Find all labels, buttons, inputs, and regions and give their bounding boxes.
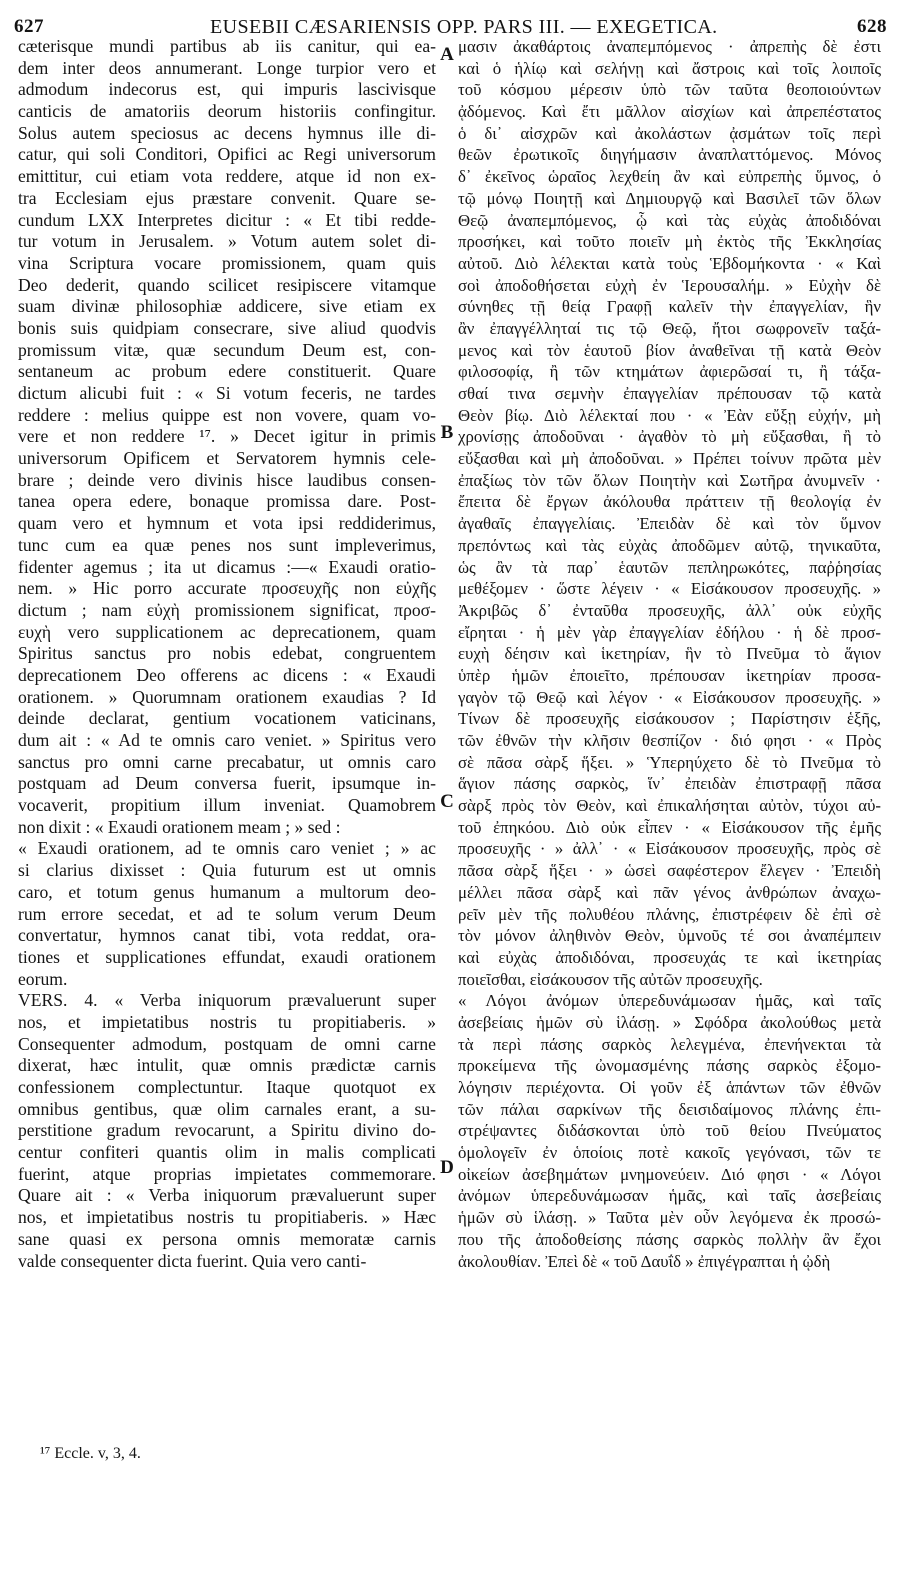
greek-text-line: Θεῷ ἀναπεμπόμενος, ᾧ καὶ τὰς εὐχὰς ἀποδιδόναι [458, 210, 881, 230]
latin-text-line: sane quasi ex persona omnis memoratæ carnis [18, 1228, 436, 1249]
greek-text-line: μέλλει πᾶσα σὰρξ καὶ πᾶν γένος ἀνθρώπων ἀναχω- [458, 882, 881, 902]
greek-text-line: οἰκείων ἀσεβημάτων μνημονεύειν. Διό φησι · « Λόγοι [458, 1164, 881, 1184]
greek-text-line: ἔπειτα δὲ ἔργων ἀκόλουθα πράττειν τῇ θεολογίᾳ ἐν [458, 492, 881, 512]
latin-text-line: brare ; deinde vero divinis hisce laudibus consen- [18, 469, 436, 490]
greek-text-line: λόγησιν περιέχοντα. Οἱ γοῦν ἐξ ἁπάντων τῶν ἐθνῶν [458, 1078, 881, 1097]
greek-text-line: ρεῖν μὲν τῆς πολυθέου πλάνης, ἐπιστρέφειν δὲ ἐπὶ σὲ [458, 904, 881, 924]
latin-text-line: centur confiteri quantis olim in malis complicati [18, 1142, 436, 1163]
latin-text-line: promissum vitæ, quæ secundum Deum est, con- [18, 339, 436, 360]
latin-text-line: dictum alicubi fuit : « Si votum feceris, ne tardes [18, 383, 436, 403]
footnote: ¹⁷ Eccle. v, 3, 4. [40, 1445, 141, 1462]
greek-text-line: θεῶν ἐρωτικοῖς διηγήμασιν ἀναπλαττόμενος. Μόνος [458, 145, 881, 165]
greek-text-line: τοῦ κόσμου μέρεσιν ὑπὸ τῶν ταῦτα θεοποιούντων [458, 80, 881, 100]
latin-text-line: nem. » Hic porro accurate προσευχῆς non εὐχῆς [18, 578, 436, 599]
latin-text-line: nos, et impietatibus nostris tu propitiaberis. » Hæc [18, 1207, 436, 1228]
latin-text-line: Deo dederit, quando scilicet resipiscere vitamque [18, 274, 436, 295]
greek-text-line: ᾀδόμενος. Καὶ ἔτι μᾶλλον αἰσχίων καὶ ἀπρεπέστατος [458, 102, 881, 122]
greek-text-line: ἀκολουθίαν. Ἐπεὶ δὲ « τοῦ Δαυΐδ » ἐπιγέγραπται ἡ ᾠδὴ [458, 1251, 831, 1271]
greek-text-line: ἅγιον πάσης σαρκὸς, ἵν᾽ ἐπειδὰν ἐπιστραφῇ πᾶσα [458, 774, 881, 794]
greek-text-line: ἡμῶν σὺ ἱλάσῃ. » Ταῦτα μὲν οὖν λεγόμενα ἐκ προσώ- [458, 1208, 881, 1228]
latin-text-line: sentaneum ac probum edere constituerit. Quare [18, 361, 436, 382]
latin-text-line: eorum. [18, 968, 68, 989]
greek-text-line: ὡς ἂν τὰ παρ᾽ ἑαυτῶν πεπληρωκότες, παῤῥησίας [458, 557, 881, 577]
latin-text-line: dum ait : « Ad te omnis caro veniet. » Spiritus vero [18, 730, 436, 750]
latin-text-line: Solus autem speciosus ac decens hymnus ille di- [18, 122, 436, 143]
greek-text-line: γαγὸν τῷ Θεῷ καὶ λέγον · « Εἰσάκουσον προσευχῆς. » [458, 687, 881, 707]
greek-text-line: τῶν ἐθνῶν τὴν κλῆσιν θεσπίζον · διό φησι · « Πρὸς [458, 731, 881, 750]
latin-text-line: non dixit : « Exaudi orationem meam ; » sed : [18, 816, 341, 837]
margin-letter-c: C [440, 791, 454, 812]
latin-text-line: cæterisque mundi partibus ab iis canitur, qui ea- [18, 36, 436, 56]
greek-text-line: « Λόγοι ἀνόμων ὑπερεδυνάμωσαν ἡμᾶς, καὶ ταῖς [458, 991, 881, 1011]
greek-text-line: στρέψαντες διδάσκονται ὑπὸ τοῦ θείου Πνεύματος [458, 1121, 881, 1141]
greek-text-line: Θεὸν βίῳ. Διὸ λέλεκταί που · « Ἐὰν εὔξῃ εὐχήν, μὴ [458, 405, 881, 425]
latin-text-line: postquam ad Deum conversa fuerit, ipsumque in- [18, 773, 436, 794]
latin-text-line: Spiritus sanctus pro nobis edebat, congruentem [18, 643, 436, 664]
greek-text-line: τὰ περὶ πάσης σαρκὸς λελεγμένα, ἐπενήνεκται τὰ [458, 1034, 881, 1054]
greek-column [458, 36, 881, 1272]
latin-text-line: canticis de amatoriis deorum historiis confingitur. [18, 101, 436, 122]
greek-text-line: προσήκει, καὶ τοῦτο ποιεῖν μὴ ἐκτὸς τῆς Ἐκκλησίας [458, 232, 881, 252]
margin-letter-b: B [440, 422, 454, 443]
latin-text-line: omnibus gentibus, quæ olim carnales erant, a su- [18, 1098, 436, 1119]
greek-text-line: μεθέξομεν · ὥστε λέγειν · « Εἰσάκουσον προσευχῆς. » [458, 579, 881, 599]
latin-text-line: fidenter agemus ; ita ut dicamus :—« Exaudi oratio- [18, 556, 436, 577]
latin-text-line: Quare ait : « Verba iniquorum prævaluerunt super [18, 1185, 436, 1206]
greek-text-line: καὶ εὐχὰς ἀποδιδόναι, προσευχάς τε καὶ ἱκετηρίας [458, 947, 881, 967]
latin-text-line: tiones et supplicationes effundat, exaudi orationem [18, 946, 436, 967]
latin-text-line: rum errore secedat, et ad te solum verum Deum [18, 903, 436, 924]
latin-text-line: admodum indecorus est, qui impuris lascivisque [18, 79, 436, 100]
greek-text-line: σοὶ ἀποδοθήσεται εὐχὴ ἐν Ἱερουσαλήμ. » Εὐχὴν δὲ [458, 275, 881, 295]
running-header [10, 4, 887, 38]
greek-text-line: σθαί τινα σεμνὴν ἐπαγγελίαν πρέπουσαν τῷ κατὰ [458, 384, 881, 403]
latin-text-line: orationem. » Quorumnam orationem exaudias ? Id [18, 686, 436, 707]
latin-text-line: tur votum in Jerusalem. » Votum autem solet di- [18, 231, 436, 252]
latin-text-line: confessionem complectuntur. Itaque quotquot ex [18, 1077, 436, 1097]
greek-text-line: προσευχῆς · » ἀλλ᾽ · « Εἰσάκουσον προσευχῆς, πρὸς σὲ [458, 839, 881, 859]
latin-text-line: tunc cum ea quæ penes nos sunt impleverimus, [18, 534, 436, 555]
greek-text-line: εὔξασθαι καὶ μὴ ἀποδοῦναι. » Πρέπει τοίνυν πρῶτα μὲν [458, 449, 881, 469]
latin-text-line: deinde declarat, gentium vocationem vaticinans, [18, 708, 436, 729]
greek-text-line: δ᾽ ἐκεῖνος ὡραῖος λεχθείη ἂν καὶ εὐπρεπὴς ὕμνος, ὁ [458, 167, 881, 187]
latin-text-line: vina Scriptura vocare promissionem, quam quis [18, 252, 436, 273]
latin-text-line: VERS. 4. « Verba iniquorum prævaluerunt super [18, 990, 436, 1011]
latin-text-line: quam vero et hymnum et vota ipsi reddiderimus, [18, 513, 436, 534]
greek-text-line: μασιν ἀκαθάρτοις ἀναπεμπόμενος · ἀπρεπὴς δὲ ἐστι [458, 37, 881, 56]
greek-text-line: τὸν μόνον ἀληθινὸν Θεὸν, ὑμνοῦς τέ σοι ἀναπέμπειν [458, 926, 881, 946]
greek-text-line: σὰρξ πρὸς τὸν Θεὸν, καὶ ἐπικαλήσηται αὐτὸν, τύχοι αὐ- [458, 796, 881, 816]
margin-letter-a: A [440, 44, 454, 65]
greek-text-line: σὲ πᾶσα σὰρξ ἥξει. » Ὑπερηύχετο δὲ τὸ Πνεῦμα τὸ [458, 752, 881, 772]
latin-text-line: « Exaudi orationem, ad te omnis caro veniet ; » ac [18, 838, 436, 859]
latin-text-line: reddere : melius quippe est non vovere, quam vo- [18, 404, 436, 425]
running-title: EUSEBII CÆSARIENSIS OPP. PARS III. — EXEGETICA. [210, 16, 718, 38]
latin-text-line: cundum LXX Interpretes dicitur : « Et tibi redde- [18, 209, 436, 230]
greek-text-line: ἀσεβείαις ἡμῶν σὺ ἱλάσῃ. » Σφόδρα ἀκολούθως μετὰ [458, 1012, 881, 1032]
latin-text-line: dixerat, hæc intulit, quæ omnis prædictæ carnis [18, 1055, 436, 1076]
latin-text-line: si clarius dixisset : Quia futurum est ut omnis [18, 860, 436, 881]
greek-text-line: ἀγαθαῖς ἐπαγγελίαις. Ἐπειδὰν δὲ καὶ τὸν ὕμνον [458, 514, 881, 534]
greek-text-line: ὁ δι᾽ αἰσχρῶν καὶ ἀκολάστων ᾀσμάτων τοῖς περὶ [458, 123, 881, 143]
greek-text-line: καὶ ὁ ἡλίῳ καὶ σελήνῃ καὶ ἄστροις καὶ τοῖς λοιποῖς [458, 58, 881, 78]
latin-text-line: caro, et totum genus humanum a multorum deo- [18, 881, 436, 902]
latin-text-line: emittitur, cui etiam vota reddere, atque id non ex- [18, 166, 436, 187]
latin-text-line: nos, et impietatibus nostris tu propitiaberis. » [18, 1011, 436, 1032]
greek-text-line: τῶν πάλαι σαρκίνων τῆς δεισιδαίμονος πλάνης ἐπι- [458, 1099, 881, 1119]
greek-text-line: ἐπαξίως τὸν τῶν ὅλων Ποιητὴν καὶ Σωτῆρα ἀνυμνεῖν · [458, 470, 881, 490]
latin-text-line: bonis suis quidpiam consecrare, sive aliud quodvis [18, 317, 436, 338]
greek-text-line: σύνηθες τῇ θείᾳ Γραφῇ καλεῖν τὴν ἐπαγγελίαν, ἣν [458, 297, 881, 317]
greek-text-line: Τίνων δὲ προσευχῆς εἰσάκουσον ; Παρίστησιν ἑξῆς, [458, 709, 881, 729]
latin-text-line: Consequenter admodum, postquam de omni carne [18, 1033, 436, 1054]
greek-text-line: ἂν ἐπαγγέλληταί τις τῷ Θεῷ, ἤτοι σωφρονεῖν ταξά- [458, 318, 881, 338]
latin-text-line: deprecationem Deo offerens ac dicens : « Exaudi [18, 664, 436, 685]
latin-text-line: vocaverit, propitium illum inveniat. Quamobrem [18, 795, 436, 816]
greek-text-line: ὁμολογεῖν ἐν ὁποίοις ποτὲ κακοῖς γεγόνασι, τῶν τε [458, 1143, 881, 1163]
latin-text-line: tra Ecclesiam ejus præstare convenit. Quare se- [18, 187, 436, 208]
greek-text-line: μενος καὶ τὸν ἑαυτοῦ βίον ἀναθεῖναι τῇ κατὰ Θεὸν [458, 340, 881, 360]
latin-text-line: convertatur, hymnos canat tibi, vota reddat, ora- [18, 925, 436, 946]
greek-text-line: πᾶσα σὰρξ ἥξει · » ὡσεὶ σαφέστερον ἔλεγεν · Ἐπειδὴ [458, 861, 881, 881]
greek-text-line: χρονίσῃς ἀποδοῦναι · ἀγαθὸν τὸ μὴ εὔξασθαι, ἢ τὸ [458, 427, 881, 447]
latin-text-line: valde consequenter dicta fuerint. Quia vero canti- [18, 1250, 367, 1271]
latin-text-line: catur, qui soli Conditori, Opifici ac Regi universorum [18, 144, 436, 165]
latin-text-line: perstitione gradum revocarunt, a Spiritu divino do- [18, 1120, 436, 1141]
greek-text-line: εἴρηται · ἡ μὲν γὰρ ἐπαγγελίαν ἐδήλου · ἡ δὲ προσ- [458, 622, 881, 642]
greek-text-line: φιλοσοφίᾳ, ἢ τῶν κτημάτων ἀφιερῶσαί τι, ἢ τάξα- [458, 362, 881, 382]
greek-text-line: προκείμενα τῆς ὠνομασμένης πάσης σαρκὸς ἐξομο- [458, 1056, 881, 1076]
margin-letter-d: D [440, 1157, 454, 1178]
page-number-left: 627 [14, 16, 44, 37]
greek-text-line: τοῦ ἐπηκόου. Διὸ οὐκ εἶπεν · « Εἰσάκουσον τῆς ἐμῆς [458, 817, 881, 837]
greek-text-line: αὐτοῦ. Διὸ λέλεκται κατὰ τοὺς Ἑβδομήκοντα · « Καὶ [458, 253, 881, 273]
greek-text-line: που τῆς ἀποδοθείσης πάσης σαρκὸς πολλὴν ἂν ἔχοι [458, 1229, 881, 1249]
latin-text-line: fuerint, atque proprias impietates commemorare. [18, 1163, 436, 1184]
greek-text-line: ευχὴ δέησιν καὶ ἱκετηρίαν, ἣν τὸ Πνεῦμα τὸ ἅγιον [458, 644, 881, 664]
greek-text-line: ποιεῖσθαι, εἰσάκουσον τῆς αὐτῶν προσευχῆς. [458, 969, 763, 989]
latin-text-line: tanea opera edere, bonaque promissa dare. Post- [18, 491, 436, 512]
latin-text-line: universorum Opificem et Servatorem hymnis cele- [18, 448, 436, 469]
latin-text-line: suam divinæ philosophiæ addicere, sive etiam ex [18, 296, 436, 317]
greek-text-line: Ἀκριβῶς δ᾽ ἐνταῦθα προσευχῆς, ἀλλ᾽ οὐκ εὐχῆς [458, 600, 881, 620]
latin-column [18, 36, 436, 1272]
latin-text-line: dem inter deos annumerant. Longe turpior vero et [18, 57, 436, 78]
latin-text-line: sanctus pro omni carne precabatur, ut omnis caro [18, 751, 436, 772]
page-number-right: 628 [857, 16, 887, 37]
greek-text-line: ὑπὲρ ἡμῶν ἐποιεῖτο, πρέπουσαν ἱκετηρίαν προσα- [458, 665, 881, 685]
latin-text-line: vere et non reddere ¹⁷. » Decet igitur in primis [18, 426, 436, 447]
latin-text-line: ευχὴ vero supplicationem ac deprecationem, quam [18, 621, 436, 642]
greek-text-line: τῷ μόνῳ Ποιητῇ καὶ Δημιουργῷ καὶ Βασιλεῖ τῶν ὅλων [458, 188, 881, 208]
greek-text-line: ἀνόμων ὑπερεδυνάμωσαν ἡμᾶς, καὶ ταῖς ἀσεβείαις [458, 1186, 881, 1206]
latin-text-line: dictum ; nam εὐχὴ promissionem significat, προσ- [18, 599, 436, 620]
greek-text-line: πρεπόντως καὶ τὰς εὐχὰς ἀποδῶμεν αὐτῷ, τηνικαῦτα, [458, 535, 881, 555]
